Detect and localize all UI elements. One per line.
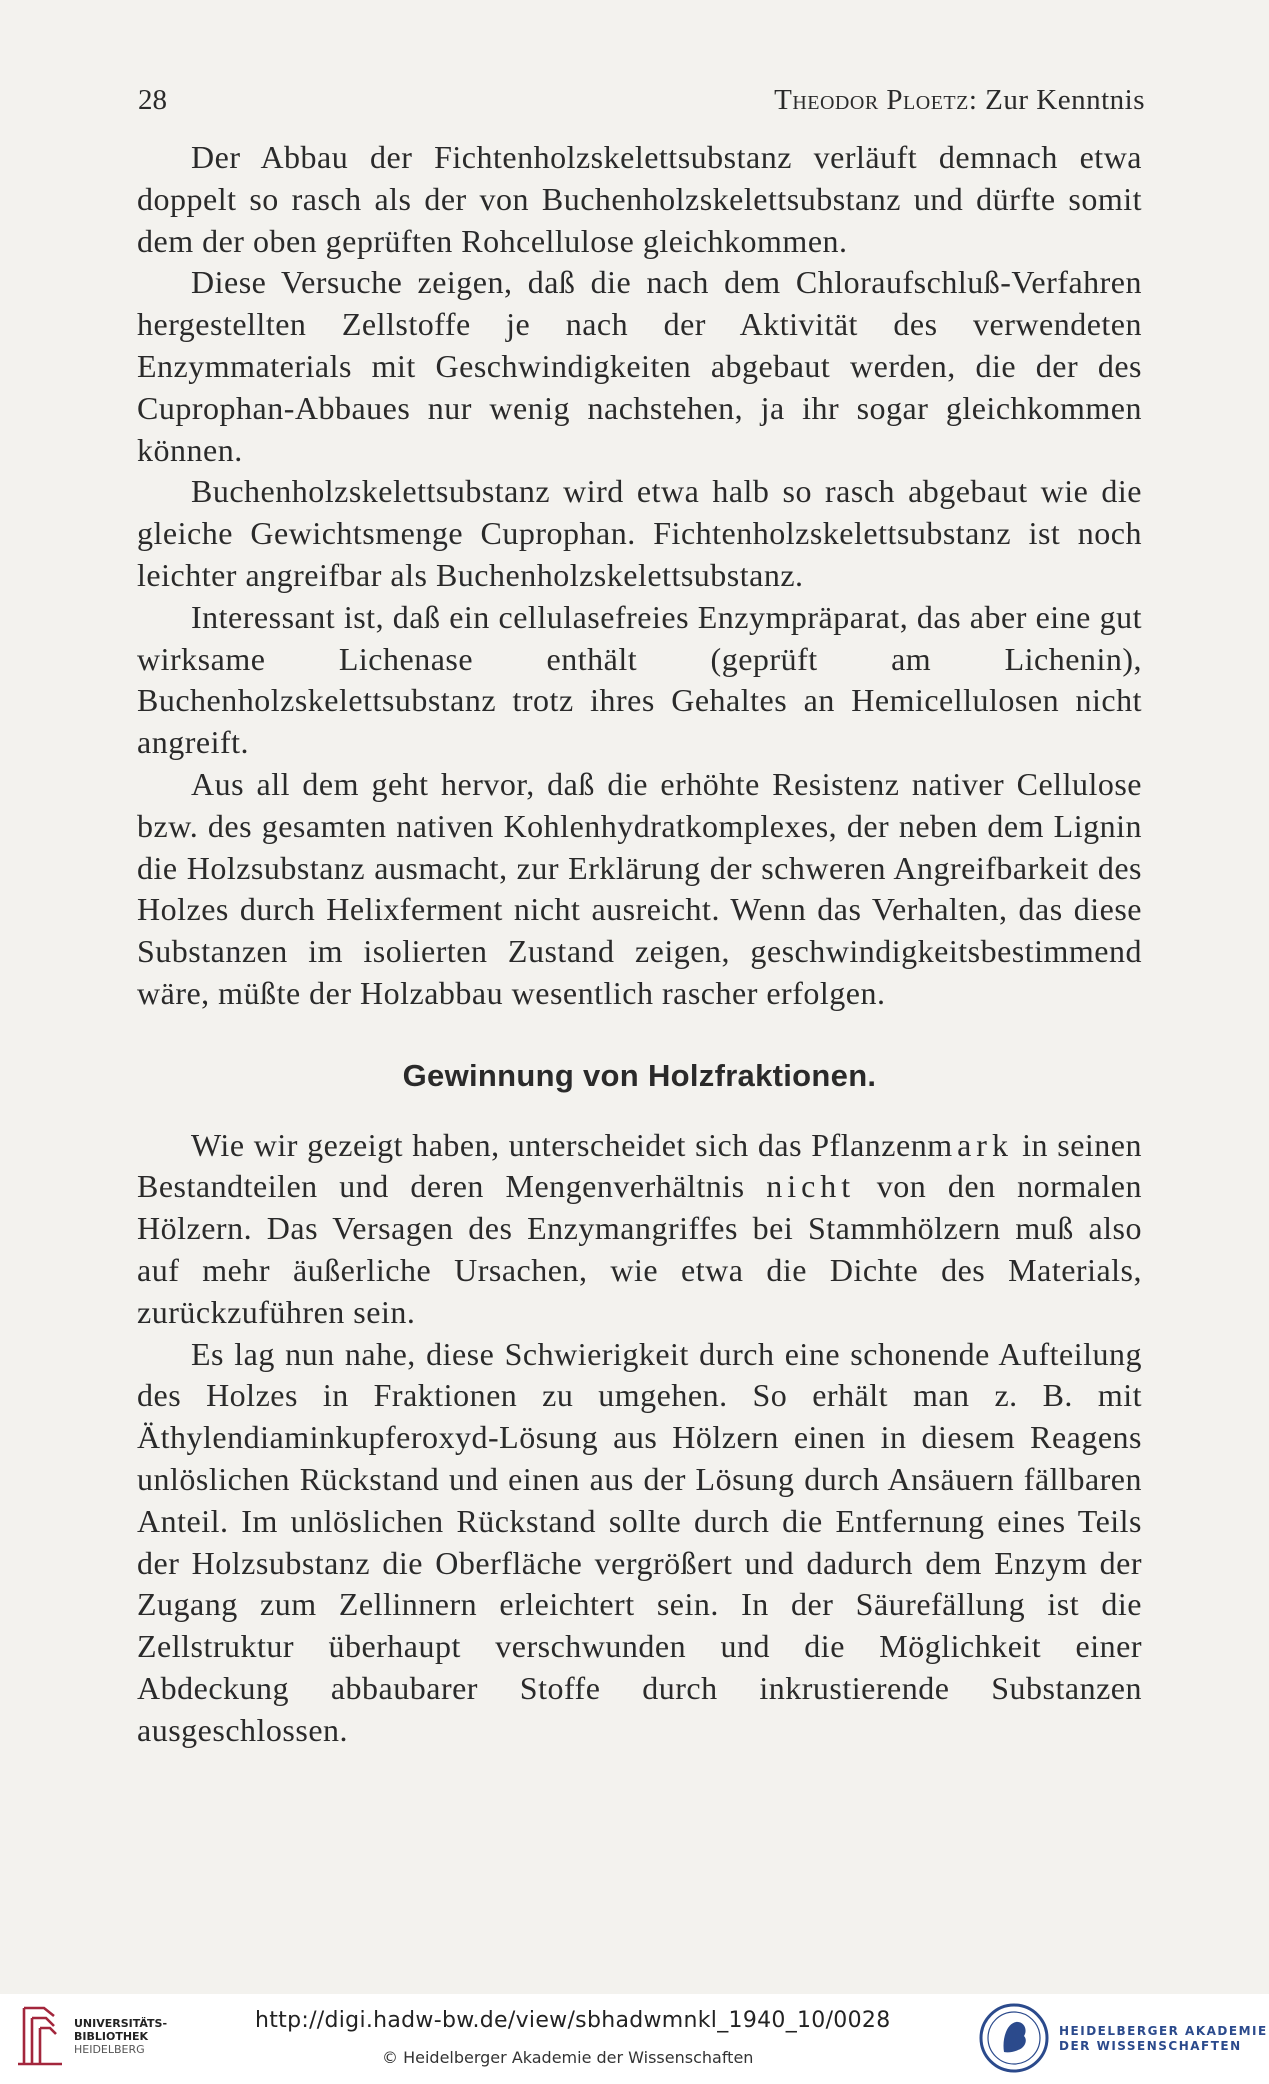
page-number: 28 — [138, 84, 167, 116]
body-text — [137, 137, 1142, 1751]
paragraph: Aus all dem geht hervor, daß die erhöhte Resistenz nativer Cellulose bzw. des gesamten nativen Kohlenhydratkomplexes, der neben dem Lignin die Holzsubstanz ausmacht, zur Erklärung der schweren Angreifbarkeit des Holzes durch Helixferment nicht ausreicht. Wenn das Verhalten, das diese Substanzen im isolierten Zustand zeigen, geschwindigkeitsbestimmend wäre, müßte der Holzabbau wesentlich rascher erfolgen. — [137, 765, 1142, 1011]
library-name-line: BIBLIOTHEK — [74, 2030, 149, 2043]
paragraph: Es lag nun nahe, diese Schwierigkeit durch eine schonende Aufteilung des Holzes in Fraktionen zu umgehen. So erhält man z. B. mit Äthylendiaminkupferoxyd-Lösung aus Hölzern einen in diesem Reagens unlöslichen Rückstand und einen aus der Lösung durch Ansäuern fällbaren Anteil. Im unlöslichen Rückstand sollte durch die Entfernung eines Teils der Holzsubstanz die Oberfläche vergrößert und dadurch dem Enzym der Zugang zum Zellinnern erleichtert sein. In der Säurefällung ist die Zellstruktur überhaupt verschwunden und die Möglichkeit einer Abdeckung abbaubarer Stoffe durch inkrustierende Substanzen ausgeschlossen. — [137, 1335, 1142, 1748]
academy-name-line: HEIDELBERGER AKADEMIE — [1059, 2024, 1268, 2038]
academy-seal-icon[interactable] — [978, 2002, 1050, 2074]
paragraph: Buchenholzskelettsubstanz wird etwa halb so rasch abgebaut wie die gleiche Gewichtsmenge Cuprophan. Fichtenholzskelettsubstanz ist noch leichter angreifbar als Buchenholzskelettsubstanz. — [137, 473, 1142, 593]
library-name-line: HEIDELBERG — [74, 2043, 145, 2056]
viewer-footer — [0, 1994, 1269, 2084]
university-library-logo-icon[interactable] — [14, 2002, 66, 2072]
paragraph: Der Abbau der Fichtenholzskelettsubstanz verläuft demnach etwa doppelt so rasch als der von Buchenholzskelettsubstanz und dürfte somit dem der oben geprüften Rohcellulose gleichkommen. — [137, 139, 1142, 259]
running-header — [774, 84, 1145, 117]
copyright-notice: © Heidelberger Akademie der Wissenschaften — [382, 2048, 754, 2067]
paragraph: Diese Versuche zeigen, daß die nach dem Chloraufschluß-Verfahren hergestellten Zellstoffe je nach der Aktivität des verwendeten Enzymmaterials mit Geschwindigkeiten abgebaut werden, die der des Cuprophan-Abbaues nur wenig nachstehen, ja ihr sogar gleichkommen können. — [137, 264, 1142, 468]
text-run: Wie wir gezeigt haben, unterscheidet sich das Pflanzen — [191, 1126, 928, 1163]
permalink-url[interactable]: http://digi.hadw-bw.de/view/sbhadwmnkl_1940_10/0028 — [255, 2008, 891, 2033]
text-run: von den normalen Hölzern. Das Versagen des Enzymangriffes bei Stammhölzern muß also auf mehr äußerliche Ursachen, wie etwa die Dichte des Materials, zurückzuführen sein. — [137, 1168, 1143, 1330]
emphasis-text: mark — [927, 1126, 1013, 1163]
paragraph — [137, 1125, 1142, 1334]
academy-name — [1059, 2024, 1268, 2054]
academy-name-line: DER WISSENSCHAFTEN — [1059, 2039, 1242, 2053]
library-name-line: UNIVERSITÄTS- — [74, 2017, 168, 2030]
text-run: in seinen Bestandteilen und deren Mengenverhältnis — [137, 1126, 1143, 1205]
section-heading: Gewinnung von Holzfraktionen. — [402, 1057, 877, 1093]
running-header-author: Theodor Ploetz — [774, 84, 969, 116]
emphasis-text: nicht — [766, 1168, 856, 1205]
paragraph: Interessant ist, daß ein cellulasefreies Enzympräparat, das aber eine gut wirksame Lichenase enthält (geprüft am Lichenin), Buchenholzskelettsubstanz trotz ihres Gehaltes an Hemicellulosen nicht angreift. — [137, 598, 1142, 761]
university-library-name — [74, 2017, 167, 2056]
running-header-title: : Zur Kenntnis — [968, 84, 1145, 116]
